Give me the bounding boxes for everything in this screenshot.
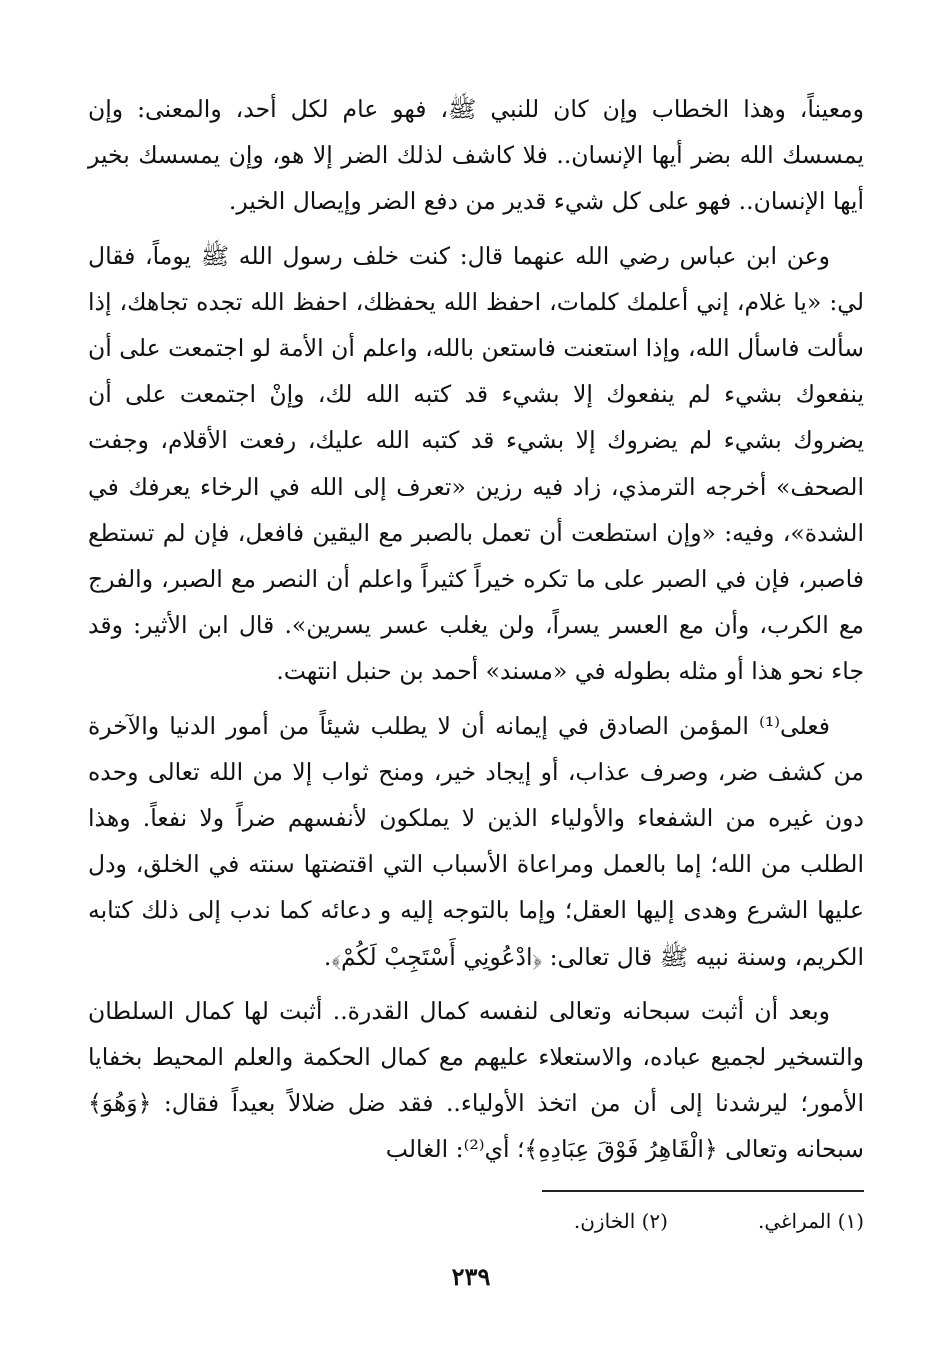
footnote-1: (١) المراغي. [757, 1209, 864, 1233]
paragraph-2: وعن ابن عباس رضي الله عنهما قال: كنت خلف رسول الله ﷺ يوماً، فقال لي: «يا غلام، إني أعلمك كلمات، احفظ الله يحفظك، احفظ الله تجده تجاهك، إذا سألت فاسأل الله، وإذا استعنت فاستعن بالله، واعلم أن الأمة لو اجتمعت على أن ينفعوك بشيء لم ينفعوك إلا بشيء قد كتبه الله لك، وإنْ اجتمعت على أن يضروك بشيء لم يضروك إلا بشيء قد كتبه الله عليك، رفعت الأقلام، وجفت الصحف» أخرجه الترمذي، زاد فيه رزين «تعرف إلى الله في الرخاء يعرفك في الشدة»، وفيه: «وإن استطعت أن تعمل بالصبر مع اليقين فافعل، فإن لم تستطع فاصبر، فإن في الصبر على ما تكره خيراً كثيراً واعلم أن النصر مع الصبر، والفرج مع الكرب، وأن مع العسر يسراً، ولن يغلب عسر يسرين». قال ابن الأثير: وقد جاء نحو هذا أو مثله بطوله في «مسند» أحمد بن حنبل انتهت. [88, 241, 864, 686]
paragraph-4: وبعد أن أثبت سبحانه وتعالى لنفسه كمال القدرة.. أثبت لها كمال السلطان والتسخير لجميع عباده، والاستعلاء عليهم مع كمال الحكمة والعلم المحيط بخفايا الأمور؛ ليرشدنا إلى أن من اتخذ الأولياء.. فقد ضل ضلالاً بعيداً فقال: ﴿وَهُوَ﴾ سبحانه وتعالى ﴿الْقَاهِرُ فَوْقَ عِبَادِهِ﴾؛ أي⁽²⁾: الغالب [88, 996, 864, 1164]
paragraph-3: فعلى⁽¹⁾ المؤمن الصادق في إيمانه أن لا يطلب شيئاً من أمور الدنيا والآخرة من كشف ضر، وصرف عذاب، أو إيجاد خير، ومنح ثواب إلا من الله تعالى وحده دون غيره من الشفعاء والأولياء الذين لا يملكون لأنفسهم ضراً ولا نفعاً. وهذا الطلب من الله؛ إما بالعمل ومراعاة الأسباب التي اقتضتها سنته في الخلق، ودل عليها الشرع وهدى إليها العقل؛ وإما بالتوجه إليه و دعائه كما ندب إلى ذلك كتابه الكريم، وسنة نبيه ﷺ قال تعالى: ﴿ادْعُونِي أَسْتَجِبْ لَكُمْ﴾. [88, 711, 864, 971]
page-body [88, 86, 864, 1346]
page-number: ٢٣٩ [451, 1262, 491, 1291]
footnote-row [88, 1206, 864, 1236]
paragraph-1: ومعيناً، وهذا الخطاب وإن كان للنبي ﷺ، فهو عام لكل أحد، والمعنى: وإن يمسسك الله بضر أيها الإنسان.. فلا كاشف لذلك الضر إلا هو، وإن يمسسك بخير أيها الإنسان.. فهو على كل شيء قدير من دفع الضر وإيصال الخير. [88, 95, 864, 216]
footnotes [88, 1190, 864, 1236]
footnote-separator [542, 1190, 864, 1192]
footnote-2: (٢) الخازن. [573, 1209, 668, 1233]
